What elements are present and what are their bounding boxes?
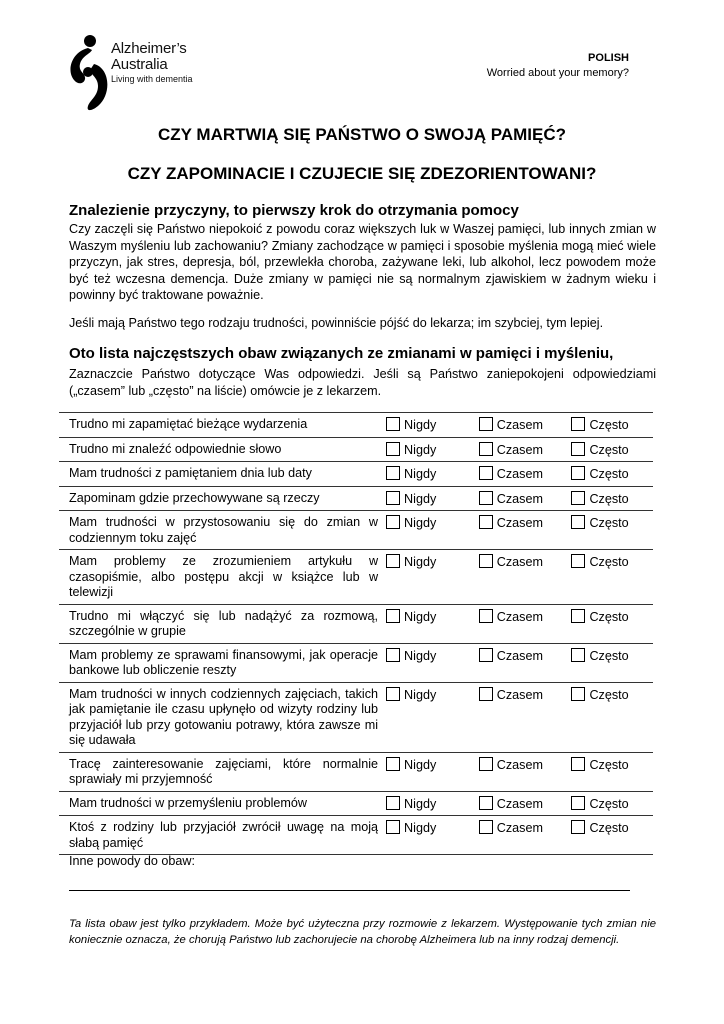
concern-text: Mam trudności w innych codziennych zajęciach, takich jak pamiętanie ile czasu upłynęło od wizyty rodziny lub przyjaciół lub przy gotowaniu potrawy, która zawsze mi się udawała	[59, 682, 386, 752]
never-label: Nigdy	[404, 516, 437, 530]
never-label: Nigdy	[404, 687, 437, 702]
never-label: Nigdy	[404, 555, 437, 569]
sometimes-label: Czasem	[496, 418, 543, 432]
never-label: Nigdy	[404, 821, 437, 835]
never-checkbox[interactable]	[386, 417, 400, 431]
doctor-advice-paragraph: Jeśli mają Państwo tego rodzaju trudności, powinniście pójść do lekarza; im szybciej, tym lepiej.	[69, 316, 604, 330]
option-often	[571, 791, 653, 816]
option-often	[571, 413, 653, 438]
never-checkbox[interactable]	[386, 757, 400, 771]
often-checkbox[interactable]	[571, 417, 585, 431]
checklist-row	[59, 486, 653, 511]
option-never	[386, 437, 479, 462]
disclaimer-footnote: Ta lista obaw jest tylko przykładem. Może być użyteczna przy rozmowie z lekarzem. Występowanie tych zmian nie koniecznie oznacza, że chorują Państwo lub zachorujecie na chorobę Alzheimera lub na inny rodzaj demencji.	[69, 918, 656, 946]
logo-name-line2: Australia	[111, 56, 168, 73]
concern-text: Mam problemy ze zrozumieniem artykułu w czasopiśmie, albo postępu akcji w książce lub w telewizji	[59, 550, 386, 605]
other-concerns-label: Inne powody do obaw:	[69, 854, 196, 868]
often-checkbox[interactable]	[571, 687, 585, 701]
option-sometimes	[479, 752, 572, 791]
sometimes-label: Czasem	[496, 609, 543, 624]
concern-text: Mam trudności z pamiętaniem dnia lub daty	[59, 462, 386, 487]
sometimes-checkbox[interactable]	[479, 820, 493, 834]
intro-heading: Znalezienie przyczyny, to pierwszy krok do otrzymania pomocy	[69, 202, 519, 219]
often-label: Często	[589, 442, 629, 457]
sometimes-checkbox[interactable]	[479, 687, 493, 701]
language-label: POLISH	[588, 52, 629, 64]
sometimes-checkbox[interactable]	[479, 417, 493, 431]
concern-text: Ktoś z rodziny lub przyjaciół zwrócił uwagę na moją słabą pamięć	[59, 816, 386, 855]
often-checkbox[interactable]	[571, 515, 585, 529]
option-often	[571, 682, 653, 752]
option-sometimes	[479, 462, 572, 487]
option-often	[571, 437, 653, 462]
sometimes-label: Czasem	[496, 757, 543, 772]
sometimes-label: Czasem	[496, 648, 543, 663]
checklist-row	[59, 550, 653, 605]
never-checkbox[interactable]	[386, 442, 400, 456]
checklist-row	[59, 511, 653, 550]
sometimes-label: Czasem	[496, 687, 543, 702]
never-label: Nigdy	[404, 467, 437, 481]
option-often	[571, 550, 653, 605]
never-checkbox[interactable]	[386, 820, 400, 834]
concern-text: Trudno mi znaleźć odpowiednie słowo	[59, 437, 386, 462]
checklist-row	[59, 437, 653, 462]
never-checkbox[interactable]	[386, 796, 400, 810]
logo-tagline: Living with dementia	[111, 74, 193, 84]
never-label: Nigdy	[404, 442, 437, 457]
often-label: Często	[589, 821, 629, 835]
checklist-row	[59, 816, 653, 855]
option-often	[571, 816, 653, 855]
concern-text: Mam problemy ze sprawami finansowymi, jak operacje bankowe lub obliczenie reszty	[59, 643, 386, 682]
option-sometimes	[479, 604, 572, 643]
other-concerns-field[interactable]	[69, 890, 630, 891]
option-never	[386, 511, 479, 550]
often-label: Często	[589, 687, 629, 702]
option-sometimes	[479, 643, 572, 682]
intro-paragraph: Czy zaczęli się Państwo niepokoić z powodu coraz większych luk w Waszej pamięci, lub innych zmian w Waszym myśleniu lub zachowaniu? Zmiany zachodzące w pamięci i sposobie myślenia mogą mieć wiele przyczyn, jak stres, depresja, ból, przewlekła choroba, zażywane leki, lub alkohol, lecz powodem może być też wczesna demencja. Duże zmiany w pamięci nie są normalnym zjawiskiem w żadnym wieku i powinny być traktowane poważnie.	[69, 222, 656, 302]
often-label: Często	[589, 516, 629, 530]
sometimes-checkbox[interactable]	[479, 515, 493, 529]
option-never	[386, 413, 479, 438]
sometimes-label: Czasem	[496, 467, 543, 481]
sometimes-label: Czasem	[496, 442, 543, 457]
sometimes-checkbox[interactable]	[479, 442, 493, 456]
never-label: Nigdy	[404, 648, 437, 663]
option-never	[386, 643, 479, 682]
option-never	[386, 550, 479, 605]
often-checkbox[interactable]	[571, 820, 585, 834]
sometimes-label: Czasem	[496, 491, 543, 506]
logo-figure-icon	[68, 34, 110, 114]
sometimes-checkbox[interactable]	[479, 554, 493, 568]
sometimes-checkbox[interactable]	[479, 466, 493, 480]
sometimes-label: Czasem	[496, 821, 543, 835]
often-checkbox[interactable]	[571, 554, 585, 568]
concern-text: Zapominam gdzie przechowywane są rzeczy	[59, 486, 386, 511]
option-never	[386, 816, 479, 855]
checklist-row	[59, 643, 653, 682]
sometimes-checkbox[interactable]	[479, 796, 493, 810]
often-checkbox[interactable]	[571, 466, 585, 480]
often-checkbox[interactable]	[571, 442, 585, 456]
often-label: Często	[589, 648, 629, 663]
option-never	[386, 486, 479, 511]
option-sometimes	[479, 816, 572, 855]
option-sometimes	[479, 682, 572, 752]
option-often	[571, 643, 653, 682]
often-checkbox[interactable]	[571, 609, 585, 623]
often-checkbox[interactable]	[571, 648, 585, 662]
option-sometimes	[479, 413, 572, 438]
never-checkbox[interactable]	[386, 554, 400, 568]
never-checkbox[interactable]	[386, 515, 400, 529]
never-checkbox[interactable]	[386, 648, 400, 662]
alzheimers-australia-logo	[68, 34, 228, 114]
checklist-row	[59, 462, 653, 487]
never-checkbox[interactable]	[386, 609, 400, 623]
list-instructions: Zaznaczcie Państwo dotyczące Was odpowiedzi. Jeśli są Państwo zaniepokojeni odpowiedziami („czasem” lub „często” na liście) omówcie je z lekarzem.	[69, 367, 656, 398]
concern-text: Trudno mi włączyć się lub nadążyć za rozmową, szczególnie w grupie	[59, 604, 386, 643]
never-label: Nigdy	[404, 796, 437, 811]
sometimes-label: Czasem	[496, 796, 543, 811]
never-checkbox[interactable]	[386, 687, 400, 701]
language-header	[487, 51, 629, 81]
checklist-row	[59, 413, 653, 438]
often-label: Często	[589, 491, 629, 506]
sometimes-label: Czasem	[496, 516, 543, 530]
never-label: Nigdy	[404, 757, 437, 772]
often-label: Często	[589, 467, 629, 481]
never-checkbox[interactable]	[386, 491, 400, 505]
concern-text: Tracę zainteresowanie zajęciami, które normalnie sprawiały mi przyjemność	[59, 752, 386, 791]
often-label: Często	[589, 555, 629, 569]
option-sometimes	[479, 437, 572, 462]
option-never	[386, 462, 479, 487]
option-sometimes	[479, 550, 572, 605]
often-checkbox[interactable]	[571, 491, 585, 505]
never-label: Nigdy	[404, 491, 437, 506]
page-title-second: CZY ZAPOMINACIE I CZUJECIE SIĘ ZDEZORIENTOWANI?	[127, 164, 597, 183]
option-never	[386, 791, 479, 816]
option-sometimes	[479, 791, 572, 816]
sometimes-checkbox[interactable]	[479, 648, 493, 662]
concern-text: Trudno mi zapamiętać bieżące wydarzenia	[59, 413, 386, 438]
header-subtitle: Worried about your memory?	[486, 67, 629, 79]
concern-text: Mam trudności w przystosowaniu się do zmian w codziennym toku zajęć	[59, 511, 386, 550]
page-title: CZY MARTWIĄ SIĘ PAŃSTWO O SWOJĄ PAMIĘĆ?	[158, 125, 566, 144]
option-never	[386, 752, 479, 791]
never-checkbox[interactable]	[386, 466, 400, 480]
option-never	[386, 604, 479, 643]
never-label: Nigdy	[404, 418, 437, 432]
often-label: Często	[589, 757, 629, 772]
option-often	[571, 752, 653, 791]
checklist-row	[59, 791, 653, 816]
concern-text: Mam trudności w przemyśleniu problemów	[59, 791, 386, 816]
sometimes-label: Czasem	[496, 555, 543, 569]
sometimes-checkbox[interactable]	[479, 609, 493, 623]
often-checkbox[interactable]	[571, 757, 585, 771]
option-often	[571, 486, 653, 511]
option-sometimes	[479, 486, 572, 511]
checklist-row	[59, 752, 653, 791]
often-label: Często	[589, 609, 629, 624]
often-checkbox[interactable]	[571, 796, 585, 810]
option-often	[571, 511, 653, 550]
option-often	[571, 604, 653, 643]
option-often	[571, 462, 653, 487]
never-label: Nigdy	[404, 609, 437, 624]
checklist-row	[59, 682, 653, 752]
sometimes-checkbox[interactable]	[479, 491, 493, 505]
logo-name-line1: Alzheimer’s	[111, 40, 187, 57]
often-label: Często	[589, 796, 629, 811]
option-sometimes	[479, 511, 572, 550]
concerns-checklist	[59, 412, 653, 855]
sometimes-checkbox[interactable]	[479, 757, 493, 771]
checklist-row	[59, 604, 653, 643]
often-label: Często	[589, 418, 629, 432]
option-never	[386, 682, 479, 752]
list-heading: Oto lista najczęstszych obaw związanych ze zmianami w pamięci i myśleniu,	[69, 345, 614, 362]
